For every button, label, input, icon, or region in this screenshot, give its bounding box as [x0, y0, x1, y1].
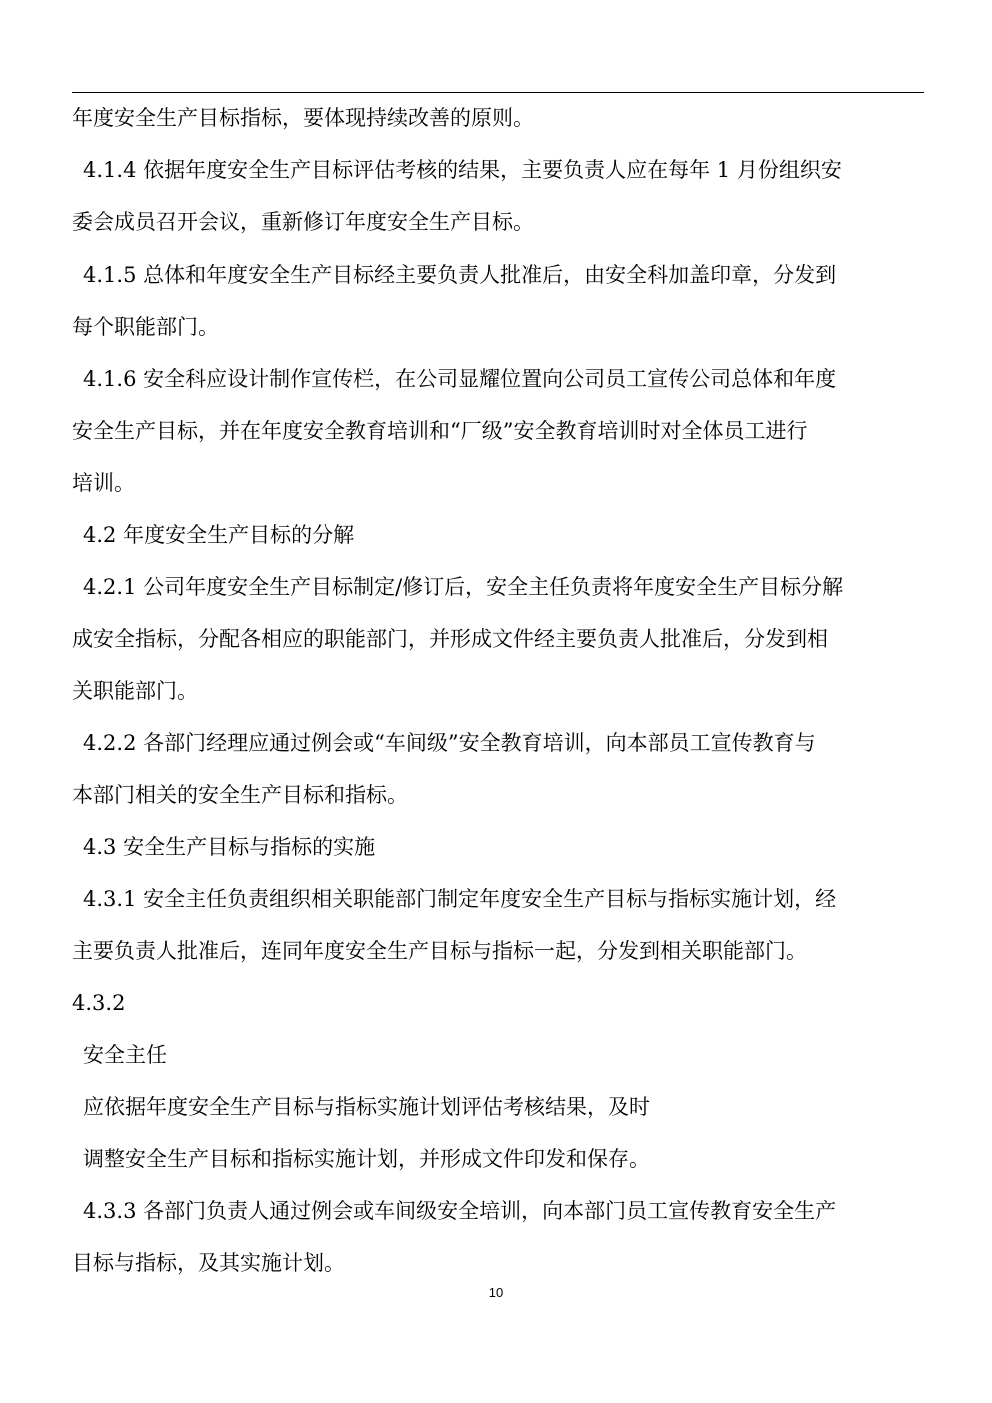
text-line: 安全生产目标，并在年度安全教育培训和“厂级”安全教育培训时对全体员工进行	[72, 419, 808, 443]
text-line: 成安全指标，分配各相应的职能部门，并形成文件经主要负责人批准后，分发到相	[72, 627, 828, 651]
paragraph-4-2-2: 4.2.2 各部门经理应通过例会或“车间级”安全教育培训，向本部员工宣传教育与	[83, 731, 816, 755]
text-line: 安全主任	[83, 1043, 167, 1067]
text-line: 每个职能部门。	[72, 315, 219, 339]
paragraph-4-1-6: 4.1.6 安全科应设计制作宣传栏，在公司显耀位置向公司员工宣传公司总体和年度	[83, 367, 837, 391]
paragraph-4-1-4: 4.1.4 依据年度安全生产目标评估考核的结果，主要负责人应在每年 1 月份组织安	[83, 158, 842, 182]
paragraph-4-2-1: 4.2.1 公司年度安全生产目标制定/修订后，安全主任负责将年度安全生产目标分解	[83, 575, 844, 599]
section-heading-4-3: 4.3 安全生产目标与指标的实施	[83, 835, 376, 859]
header-rule	[72, 92, 924, 93]
text-line: 委会成员召开会议，重新修订年度安全生产目标。	[72, 210, 534, 234]
paragraph-4-3-1: 4.3.1 安全主任负责组织相关职能部门制定年度安全生产目标与指标实施计划，经	[83, 887, 837, 911]
paragraph-4-3-3: 4.3.3 各部门负责人通过例会或车间级安全培训，向本部门员工宣传教育安全生产	[83, 1199, 837, 1223]
text-line: 本部门相关的安全生产目标和指标。	[72, 783, 408, 807]
text-line: 主要负责人批准后，连同年度安全生产目标与指标一起，分发到相关职能部门。	[72, 939, 807, 963]
text-line: 年度安全生产目标指标，要体现持续改善的原则。	[72, 106, 534, 130]
text-line: 培训。	[72, 471, 135, 495]
text-line: 应依据年度安全生产目标与指标实施计划评估考核结果，及时	[83, 1095, 650, 1119]
paragraph-4-3-2-number: 4.3.2	[72, 991, 126, 1015]
page-number: 10	[488, 1285, 504, 1300]
text-line: 关职能部门。	[72, 679, 198, 703]
paragraph-4-1-5: 4.1.5 总体和年度安全生产目标经主要负责人批准后，由安全科加盖印章，分发到	[83, 263, 837, 287]
section-heading-4-2: 4.2 年度安全生产目标的分解	[83, 523, 355, 547]
text-line: 调整安全生产目标和指标实施计划，并形成文件印发和保存。	[83, 1147, 650, 1171]
text-line: 目标与指标，及其实施计划。	[72, 1251, 345, 1275]
